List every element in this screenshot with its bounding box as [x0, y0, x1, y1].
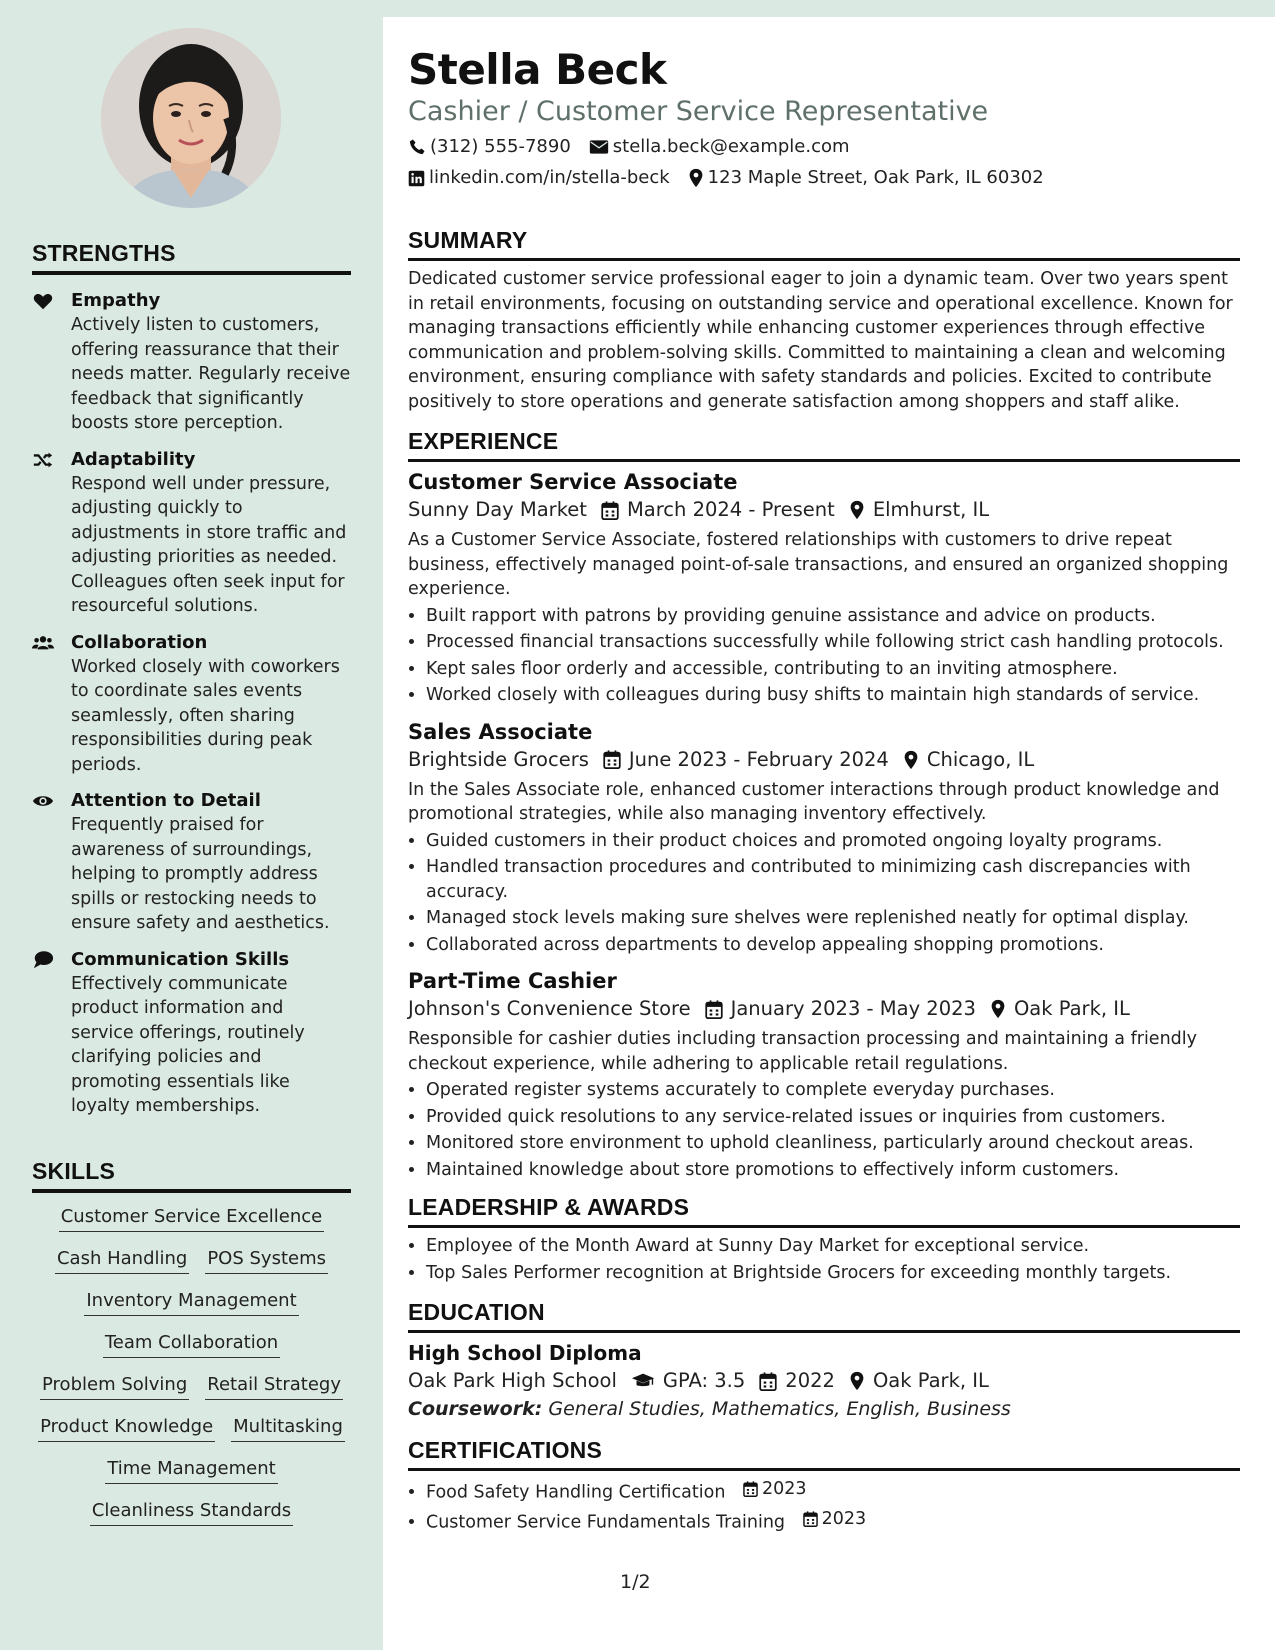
job-bullet: • Processed financial transactions successfully while following strict cash handling protocols. [426, 630, 1240, 655]
calendar-icon [743, 1481, 758, 1497]
calendar-icon [705, 1000, 723, 1019]
job-company: Johnson's Convenience Store [408, 997, 691, 1020]
skills-section [32, 1158, 351, 1541]
contact-row [408, 135, 1240, 159]
summary-section [408, 227, 1240, 414]
strength-title: Adaptability [71, 448, 196, 470]
job-bullets [408, 829, 1240, 958]
job-entry [408, 967, 1240, 1182]
strength-item [32, 948, 351, 1119]
skill-tag: Cleanliness Standards [90, 1499, 293, 1526]
job-location: Chicago, IL [926, 747, 1035, 771]
certifications-heading: CERTIFICATIONS [408, 1437, 1240, 1471]
job-bullet: • Built rapport with patrons by providing genuine assistance and advice on products. [426, 604, 1240, 629]
leadership-list [408, 1234, 1240, 1285]
education-year-wrap [759, 1367, 835, 1395]
skill-tag: Problem Solving [40, 1373, 189, 1400]
education-section [408, 1299, 1240, 1423]
job-bullets [408, 604, 1240, 708]
strength-title: Attention to Detail [71, 790, 261, 811]
education-coursework [408, 1395, 1240, 1423]
job-bullet: • Kept sales floor orderly and accessible, contributing to an inviting atmosphere. [426, 657, 1240, 682]
job-location-wrap [990, 995, 1130, 1023]
leadership-heading: LEADERSHIP & AWARDS [408, 1194, 1240, 1228]
education-location-wrap [849, 1367, 989, 1395]
strength-title: Communication Skills [71, 948, 290, 970]
experience-section [408, 428, 1240, 1182]
avatar [101, 28, 281, 208]
users-icon [32, 632, 54, 654]
linkedin-icon [408, 170, 425, 187]
job-company: Brightside Grocers [408, 747, 589, 771]
strength-desc: Effectively communicate product information and service offerings, routinely clarifying policies and promoting essentials like loyalty memberships. [71, 973, 305, 1116]
job-bullet: • Guided customers in their product choices and promoted ongoing loyalty programs. [426, 829, 1240, 854]
job-entry [408, 468, 1240, 708]
job-bullet: • Managed stock levels making sure shelves were replenished neatly for optimal display. [426, 906, 1240, 931]
job-bullet: • Worked closely with colleagues during busy shifts to maintain high standards of service. [426, 683, 1240, 708]
education-location: Oak Park, IL [872, 1369, 989, 1392]
location-pin-icon [849, 1371, 865, 1391]
strength-item [32, 631, 351, 778]
education-heading: EDUCATION [408, 1299, 1240, 1333]
skill-tag: Inventory Management [84, 1289, 298, 1316]
location-pin-icon [990, 999, 1006, 1019]
job-dates-wrap [603, 746, 889, 774]
certifications-section [408, 1437, 1240, 1535]
job-intro: As a Customer Service Associate, fostered relationships with customers to drive repeat business, effectively managed point-of-sale transactions, and ensured an organized shopping experience. [408, 530, 1229, 599]
phone-icon [408, 138, 426, 156]
certification-year: 2023 [762, 1479, 807, 1499]
job-dates: June 2023 - February 2024 [628, 747, 889, 771]
graduation-cap-icon [631, 1372, 655, 1390]
skill-tag: Cash Handling [55, 1247, 189, 1274]
linkedin-contact[interactable] [408, 166, 670, 190]
page-number: 1/2 [620, 1571, 651, 1593]
calendar-icon [603, 750, 621, 769]
skills-list [32, 1205, 351, 1526]
phone-text: (312) 555-7890 [430, 136, 571, 157]
job-meta [408, 496, 1240, 524]
coursework-text: General Studies, Mathematics, English, Business [548, 1398, 1011, 1420]
certification-year-wrap [743, 1477, 807, 1502]
coursework-label: Coursework: [408, 1398, 543, 1420]
job-title: Sales Associate [408, 719, 593, 744]
email-link[interactable]: stella.beck@example.com [612, 136, 850, 157]
leadership-item: • Employee of the Month Award at Sunny Day Market for exceptional service. [426, 1234, 1240, 1259]
main-column [408, 17, 1240, 1537]
calendar-icon [601, 501, 619, 520]
job-intro: In the Sales Associate role, enhanced customer interactions through product knowledge and promotional strategies, while also managing inventory effectively. [408, 779, 1220, 824]
speech-bubble-icon [32, 949, 54, 971]
leadership-section [408, 1194, 1240, 1285]
strengths-heading: STRENGTHS [32, 240, 351, 275]
education-school: Oak Park High School [408, 1369, 617, 1392]
candidate-name: Stella Beck [408, 45, 667, 94]
strength-desc: Frequently praised for awareness of surroundings, helping to promptly address spills or restocking needs to ensure safety and aesthetics. [71, 815, 330, 933]
candidate-role: Cashier / Customer Service Representative [408, 96, 989, 127]
job-bullet: • Operated register systems accurately to complete everyday purchases. [426, 1078, 1240, 1103]
job-bullets [408, 1078, 1240, 1182]
strength-item [32, 289, 351, 436]
strength-desc: Worked closely with coworkers to coordinate sales events seamlessly, often sharing responsibilities during peak periods. [71, 656, 340, 775]
education-degree: High School Diploma [408, 1341, 642, 1365]
address-contact [688, 166, 1044, 190]
certification-item [426, 1477, 1240, 1505]
job-location: Elmhurst, IL [872, 498, 990, 521]
summary-text: Dedicated customer service professional eager to join a dynamic team. Over two years spent in retail environments, focusing on outstanding service and operational excellence. Known for managing transactions efficiently while enhancing customer experiences through effective communication and problem-solving skills. Committed to maintaining a clean and welcoming environment, ensuring compliance with safety standards and policies. Excited to contribute positively to store operations and generate satisfaction among shoppers and staff alike. [408, 269, 1233, 412]
job-meta [408, 995, 1240, 1023]
job-title: Customer Service Associate [408, 470, 738, 494]
summary-heading: SUMMARY [408, 227, 1240, 261]
calendar-icon [759, 1372, 777, 1391]
eye-icon [32, 790, 54, 812]
job-bullet: • Maintained knowledge about store promotions to effectively inform customers. [426, 1158, 1240, 1183]
education-year: 2022 [785, 1369, 835, 1392]
skill-tag: Retail Strategy [205, 1373, 343, 1400]
skill-tag: Product Knowledge [38, 1415, 215, 1442]
job-bullet: • Monitored store environment to uphold cleanliness, particularly around checkout areas. [426, 1131, 1240, 1156]
job-location-wrap [849, 496, 989, 524]
skill-tag: Team Collaboration [103, 1331, 280, 1358]
strength-desc: Actively listen to customers, offering reassurance that their needs matter. Regularly receive feedback that significantly boosts store perception. [71, 315, 351, 433]
calendar-icon [803, 1511, 818, 1527]
skill-tag: Multitasking [231, 1415, 345, 1442]
job-intro: Responsible for cashier duties including transaction processing and maintaining a friendly checkout experience, while adhering to applicable retail regulations. [408, 1029, 1197, 1074]
job-meta [408, 746, 1240, 774]
experience-heading: EXPERIENCE [408, 428, 1240, 462]
strength-item [32, 448, 351, 619]
job-company: Sunny Day Market [408, 498, 587, 521]
strength-item [32, 789, 351, 936]
envelope-icon [589, 139, 609, 155]
leadership-item: • Top Sales Performer recognition at Brightside Grocers for exceeding monthly targets. [426, 1261, 1240, 1286]
certification-item [426, 1507, 1240, 1535]
certification-year-wrap [803, 1507, 867, 1532]
shuffle-icon [32, 449, 54, 471]
job-entry [408, 718, 1240, 958]
email-contact[interactable] [589, 135, 850, 159]
heart-icon [32, 290, 54, 312]
certification-year: 2023 [821, 1508, 867, 1529]
certifications-list [408, 1477, 1240, 1535]
job-bullet: • Collaborated across departments to develop appealing shopping promotions. [426, 933, 1240, 958]
job-dates-wrap [601, 496, 835, 524]
job-dates-wrap [705, 995, 976, 1023]
location-pin-icon [849, 500, 865, 520]
job-dates: January 2023 - May 2023 [730, 997, 976, 1020]
skill-tag: Customer Service Excellence [59, 1205, 325, 1232]
job-bullet: • Handled transaction procedures and contributed to minimizing cash discrepancies with accuracy. [426, 855, 1240, 904]
location-pin-icon [688, 168, 704, 188]
job-location: Oak Park, IL [1013, 997, 1130, 1020]
address-text: 123 Maple Street, Oak Park, IL 60302 [707, 167, 1044, 188]
education-meta [408, 1367, 1240, 1395]
job-location-wrap [903, 746, 1034, 774]
skill-tag: Time Management [105, 1457, 277, 1484]
strength-title: Empathy [71, 290, 161, 311]
strength-title: Collaboration [71, 631, 208, 653]
top-strip [0, 0, 1275, 17]
job-title: Part-Time Cashier [408, 969, 617, 993]
strengths-section [32, 240, 351, 1119]
linkedin-link[interactable]: linkedin.com/in/stella-beck [429, 167, 670, 188]
contact-row-2 [408, 166, 1240, 190]
location-pin-icon [903, 750, 919, 770]
skills-heading: SKILLS [32, 1158, 351, 1193]
job-dates: March 2024 - Present [626, 498, 835, 521]
phone-contact [408, 135, 571, 159]
certification-name: Food Safety Handling Certification [426, 1482, 726, 1503]
strength-desc: Respond well under pressure, adjusting quickly to adjustments in store traffic and adjusting priorities as needed. Colleagues often seek input for resourceful solutions. [71, 473, 347, 616]
certification-name: Customer Service Fundamentals Training [426, 1512, 786, 1532]
skill-tag: POS Systems [205, 1247, 328, 1274]
job-bullet: • Provided quick resolutions to any service-related issues or inquiries from customers. [426, 1105, 1240, 1130]
education-gpa: GPA: 3.5 [662, 1369, 746, 1392]
education-gpa-wrap [631, 1367, 745, 1395]
